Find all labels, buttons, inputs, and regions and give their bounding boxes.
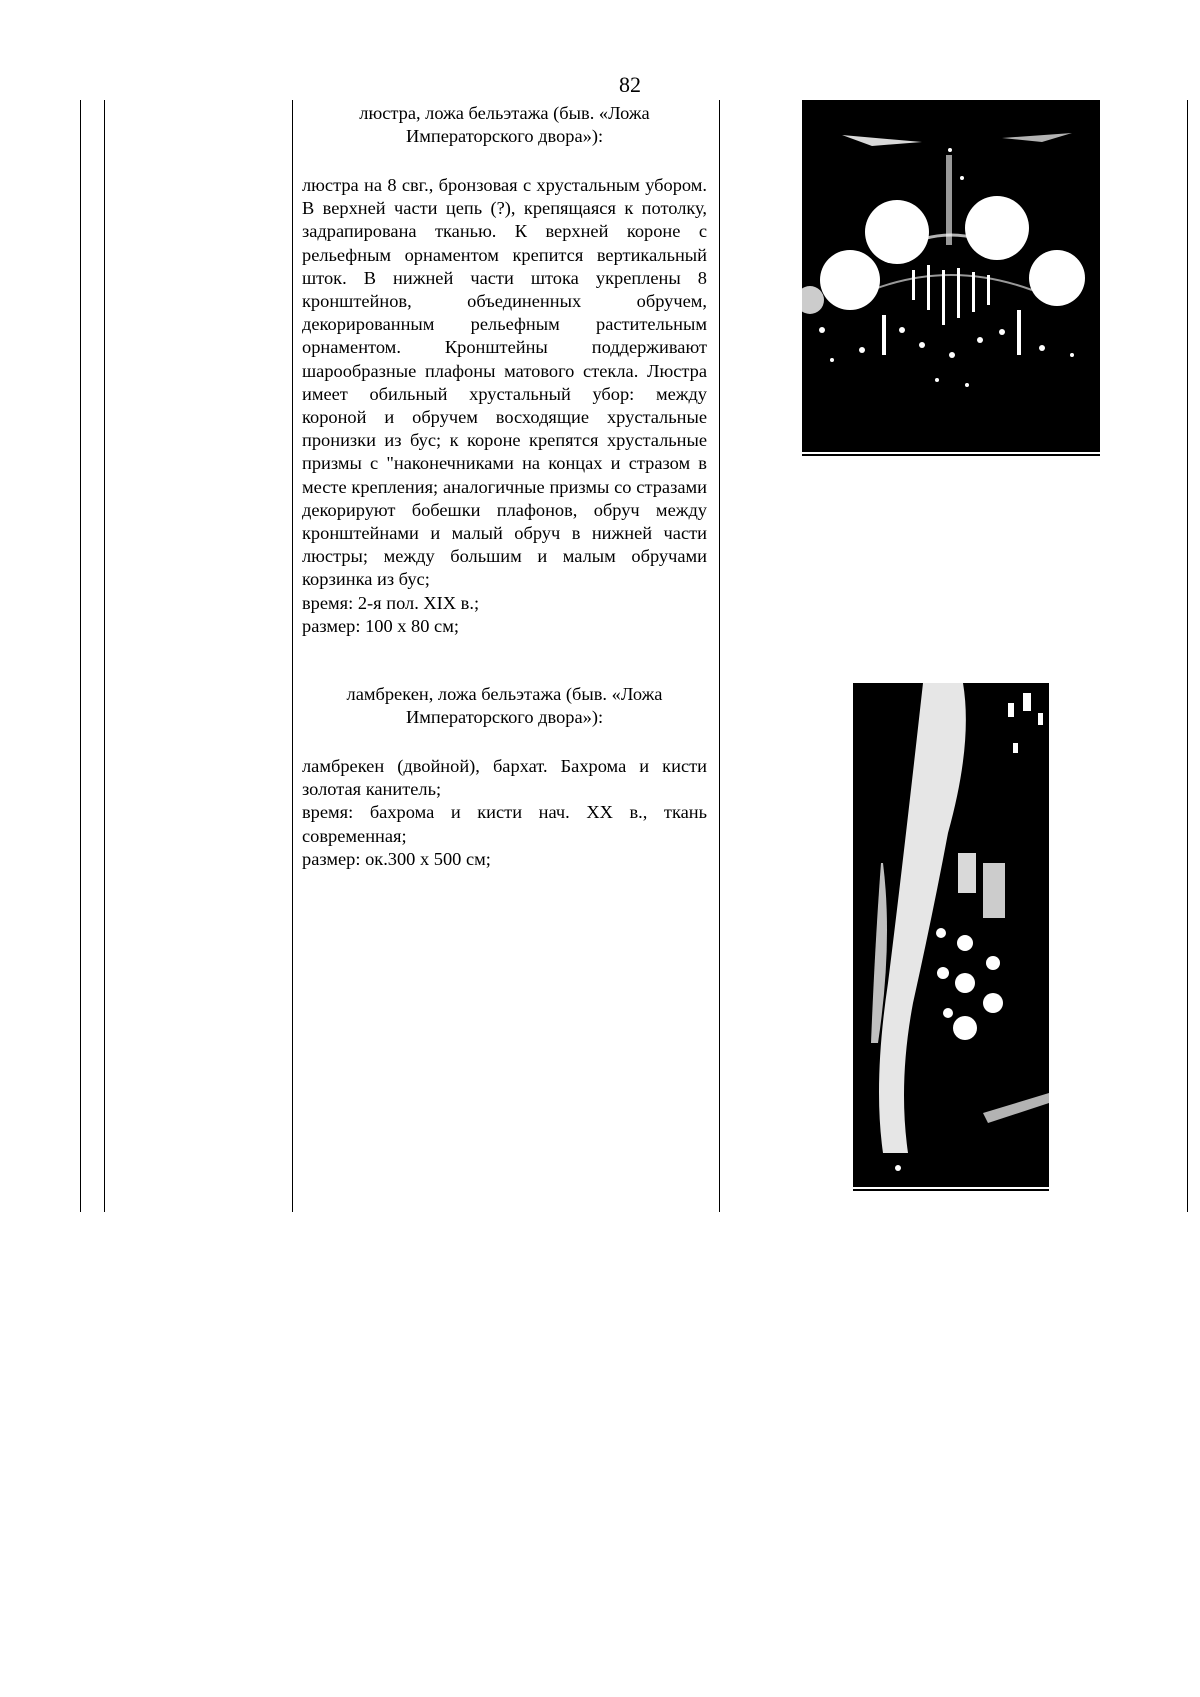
heading-line: Императорского двора»):: [405, 707, 604, 728]
time-text: время: 2-я пол. XIX в.;: [302, 592, 480, 613]
size-text: размер: ок.300 х 500 см;: [302, 848, 491, 869]
photo-underline: [802, 454, 1100, 456]
table-border-left-outer: [80, 100, 81, 1212]
table-border-left-inner: [104, 100, 105, 1212]
column-divider-photo: [719, 100, 720, 1212]
description-text: люстра на 8 свг., бронзовая с хрустальным убором. В верхней части цепь (?), крепящаяся к потолку, задрапирована тканью. К верхней короне с рельефным орнаментом крепится вертикальный шток. В нижней части штока укреплены 8 кронштейнов, объединенных обручем, декорированным рельефным растительным орнаментом. Кронштейны поддерживают шарообразные плафоны матового стекла. Люстра имеет обильный хрустальный убор: между короной и обручем восходящие хрустальные пронизки из бус; к короне крепятся хрустальные призмы с "наконечниками на концах и стразом в месте крепления; аналогичные призмы со стразами декорируют бобешки плафонов, обруч между кронштейнами и малый обруч в нижней части люстры; между большим и малым обручами корзинка из бус;: [302, 175, 707, 590]
lambrequin-image: [853, 683, 1049, 1187]
column-divider-text: [292, 100, 293, 1212]
description-text: ламбрекен (двойной), бархат. Бахрома и кисти золотая канитель;: [302, 756, 707, 800]
item-description-lambrequin: [302, 755, 707, 871]
item-heading-lambrequin: [302, 683, 707, 729]
heading-line: Императорского двора»):: [405, 126, 604, 147]
lambrequin-photo: [853, 683, 1049, 1187]
time-text: время: бахрома и кисти нач. XX в., ткань современная;: [302, 802, 707, 846]
chandelier-photo: [802, 100, 1100, 452]
chandelier-image: [802, 100, 1100, 452]
photo-underline: [853, 1189, 1049, 1191]
size-text: размер: 100 х 80 см;: [302, 615, 459, 636]
table-border-right: [1187, 100, 1188, 1212]
heading-line: люстра, ложа бельэтажа (быв. «Ложа: [359, 103, 650, 123]
heading-line: ламбрекен, ложа бельэтажа (быв. «Ложа: [346, 684, 663, 704]
item-description-chandelier: [302, 174, 707, 638]
item-heading-chandelier: [302, 102, 707, 148]
page-number: 82: [619, 72, 641, 97]
